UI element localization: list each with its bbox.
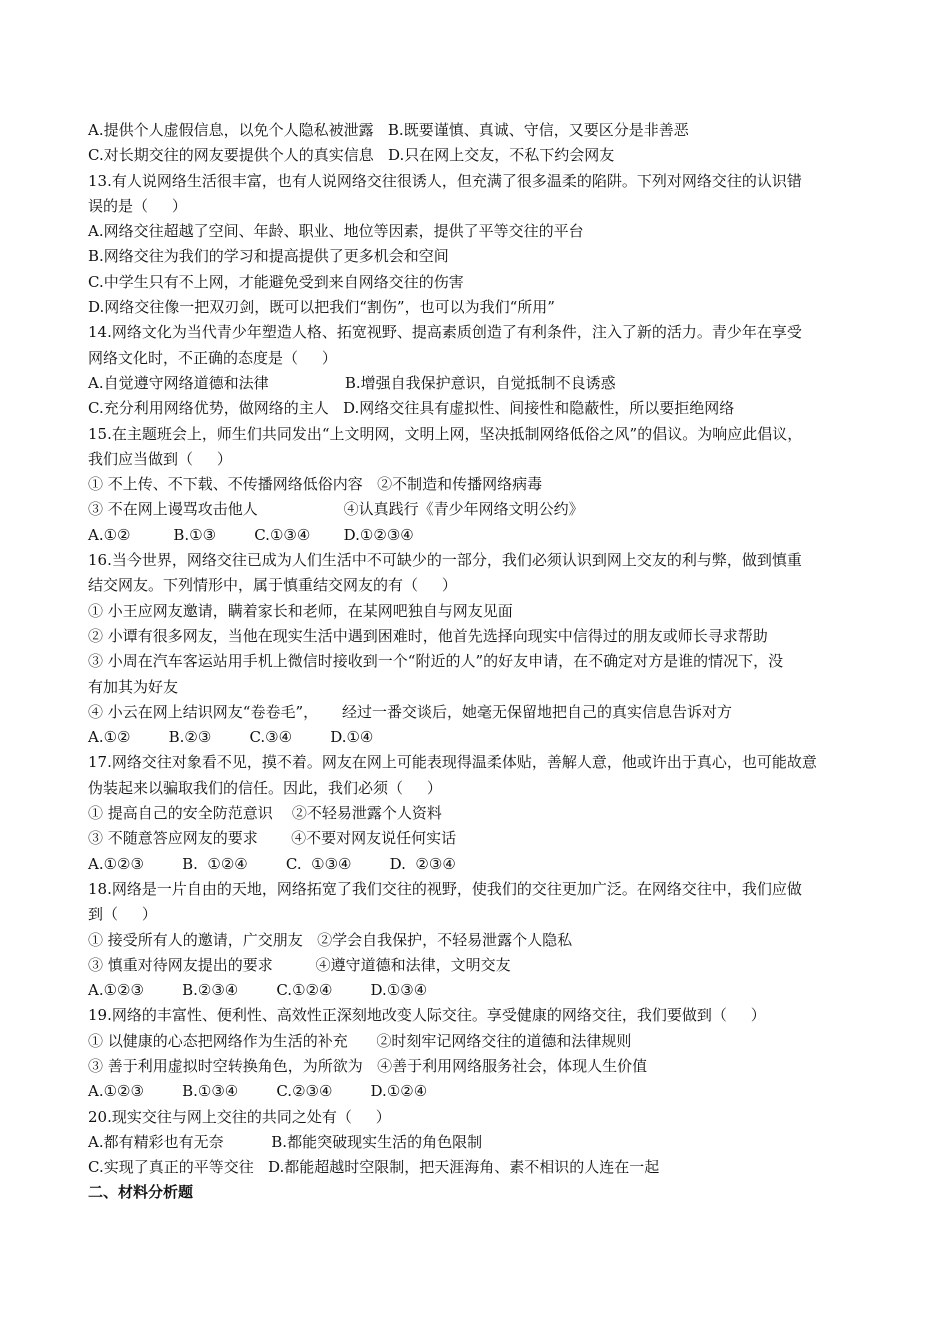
- text-line: C.对长期交往的网友要提供个人的真实信息 D.只在网上交友，不私下约会网友: [88, 146, 615, 165]
- question-20-option: A.都有精彩也有无奈 B.都能突破现实生活的角色限制: [88, 1132, 483, 1151]
- question-18-item: ① 接受所有人的邀请，广交朋友 ②学会自我保护，不轻易泄露个人隐私: [88, 930, 573, 949]
- text-line: A.提供个人虚假信息，以免个人隐私被泄露 B.既要谨慎、真诚、守信，又要区分是非善恶: [88, 121, 689, 139]
- question-18-stem: 到（ ）: [88, 905, 157, 924]
- question-15-item: ③ 不在网上谩骂攻击他人 ④认真践行《青少年网络文明公约》: [88, 500, 584, 519]
- question-16-item: 有加其为好友: [88, 677, 179, 696]
- question-19-item: ① 以健康的心态把网络作为生活的补充 ②时刻牢记网络交往的道德和法律规则: [88, 1031, 632, 1050]
- question-13-option: A.网络交往超越了空间、年龄、职业、地位等因素，提供了平等交往的平台: [88, 222, 584, 241]
- question-16-option: A.①② B.②③ C.③④ D.①④: [88, 728, 374, 747]
- question-16-item: ④ 小云在网上结识网友“卷卷毛”， 经过一番交谈后，她毫无保留地把自己的真实信息告诉对方: [88, 702, 732, 721]
- question-15-item: ① 不上传、不下载、不传播网络低俗内容 ②不制造和传播网络病毒: [88, 475, 543, 494]
- question-13-option: B.网络交往为我们的学习和提高提供了更多机会和空间: [88, 247, 449, 266]
- question-14-option: A.自觉遵守网络道德和法律 B.增强自我保护意识，自觉抵制不良诱惑: [88, 373, 616, 392]
- question-16-stem: 16.当今世界，网络交往已成为人们生活中不可缺少的一部分，我们必须认识到网上交友的利与弊，做到慎重: [88, 551, 802, 570]
- question-17-option: A.①②③ B. ①②④ C. ①③④ D. ②③④: [88, 854, 456, 873]
- question-14-option: C.充分利用网络优势，做网络的主人 D.网络交往具有虚拟性、间接性和隐蔽性，所以要拒绝网络: [88, 399, 735, 418]
- question-20-option: C.实现了真正的平等交往 D.都能超越时空限制，把天涯海角、素不相识的人连在一起: [88, 1158, 660, 1177]
- question-16-stem: 结交网友。下列情形中，属于慎重结交网友的有（ ）: [88, 576, 457, 595]
- question-13-stem: 13.有人说网络生活很丰富，也有人说网络交往很诱人，但充满了很多温柔的陷阱。下列对网络交往的认识错: [88, 171, 802, 190]
- question-14-stem: 14.网络文化为当代青少年塑造人格、拓宽视野、提高素质创造了有利条件，注入了新的活力。青少年在享受: [88, 323, 802, 342]
- question-20-stem: 20.现实交往与网上交往的共同之处有（ ）: [88, 1107, 391, 1126]
- question-15-stem: 15.在主题班会上，师生们共同发出“上文明网，文明上网，坚决抵制网络低俗之风”的倡议。为响应此倡议，: [88, 424, 803, 443]
- question-19-item: ③ 善于利用虚拟时空转换角色，为所欲为 ④善于利用网络服务社会，体现人生价值: [88, 1056, 648, 1075]
- question-13-option: D.网络交往像一把双刃剑，既可以把我们“割伤”，也可以为我们“所用”: [88, 298, 555, 317]
- question-19-option: A.①②③ B.①③④ C.②③④ D.①②④: [88, 1082, 428, 1101]
- question-15-stem: 我们应当做到（ ）: [88, 449, 232, 468]
- document-page: [88, 118, 874, 1206]
- question-13-option: C.中学生只有不上网，才能避免受到来自网络交往的伤害: [88, 272, 464, 291]
- question-18-option: A.①②③ B.②③④ C.①②④ D.①③④: [88, 981, 428, 1000]
- question-18-stem: 18.网络是一片自由的天地，网络拓宽了我们交往的视野，使我们的交往更加广泛。在网络交往中，我们应做: [88, 879, 802, 898]
- question-14-stem: 网络文化时，不正确的态度是（ ）: [88, 348, 337, 367]
- question-15-option: A.①② B.①③ C.①③④ D.①②③④: [88, 525, 414, 544]
- question-16-item: ① 小王应网友邀请，瞒着家长和老师，在某网吧独自与网友见面: [88, 601, 513, 620]
- question-13-stem: 误的是（ ）: [88, 196, 187, 215]
- question-17-stem: 17.网络交往对象看不见，摸不着。网友在网上可能表现得温柔体贴，善解人意，他或许出于真心，也可能故意: [88, 753, 817, 772]
- question-17-item: ③ 不随意答应网友的要求 ④不要对网友说任何实话: [88, 829, 457, 848]
- question-17-item: ① 提高自己的安全防范意识 ②不轻易泄露个人资料: [88, 804, 442, 823]
- question-16-item: ② 小谭有很多网友，当他在现实生活中遇到困难时，他首先选择向现实中信得过的朋友或师长寻求帮助: [88, 626, 768, 645]
- question-18-item: ③ 慎重对待网友提出的要求 ④遵守道德和法律，文明交友: [88, 955, 511, 974]
- question-19-stem: 19.网络的丰富性、便利性、高效性正深刻地改变人际交往。享受健康的网络交往，我们要做到（ ）: [88, 1006, 766, 1025]
- question-17-stem: 伪装起来以骗取我们的信任。因此，我们必须（ ）: [88, 778, 442, 797]
- section-heading: 二、材料分析题: [88, 1183, 194, 1202]
- question-16-item: ③ 小周在汽车客运站用手机上微信时接收到一个“附近的人”的好友申请，在不确定对方是谁的情况下，没: [88, 652, 784, 671]
